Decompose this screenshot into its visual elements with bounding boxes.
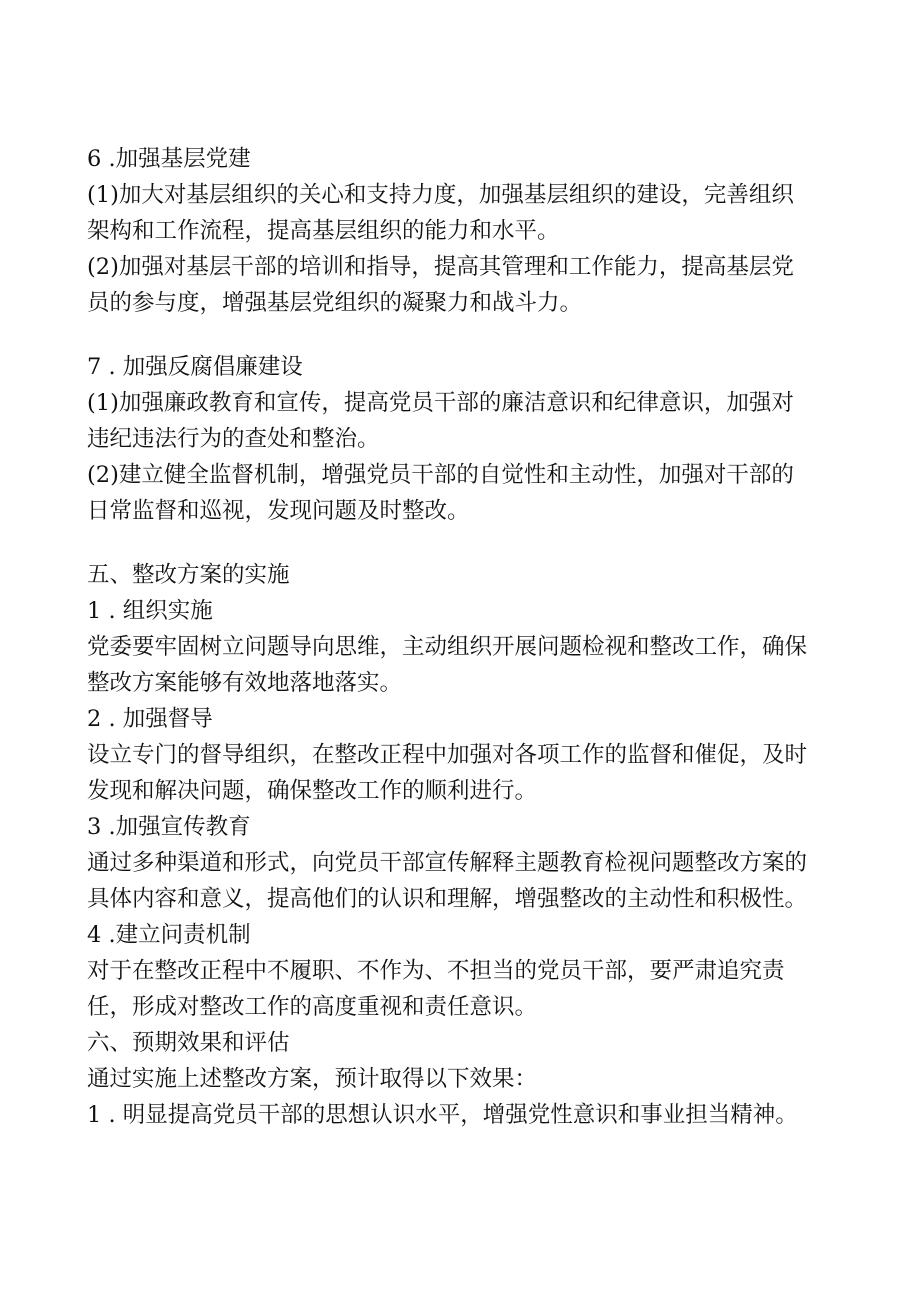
section-6-paragraph-1-line-2: 架构和工作流程，提高基层组织的能力和水平。 xyxy=(87,218,560,244)
part-5-item-1-line-2: 整改方案能够有效地落地落实。 xyxy=(87,670,403,696)
part-5-heading: 五、整改方案的实施 xyxy=(87,562,290,588)
section-7-heading: 7 . 加强反腐倡廉建设 xyxy=(87,354,303,380)
part-5-item-4-title: 4 .建立问责机制 xyxy=(87,922,251,948)
part-6-item-1: 1 . 明显提高党员干部的思想认识水平，增强党性意识和事业担当精神。 xyxy=(87,1102,798,1128)
part-5-item-2-line-1: 设立专门的督导组织，在整改正程中加强对各项工作的监督和催促，及时 xyxy=(87,742,808,768)
section-6-paragraph-1-line-1: (1)加大对基层组织的关心和支持力度，加强基层组织的建设，完善组织 xyxy=(87,182,794,208)
part-5-item-4-line-1: 对于在整改正程中不履职、不作为、不担当的党员干部，要严肃追究责 xyxy=(87,958,785,984)
part-5-item-3-line-1: 通过多种渠道和形式，向党员干部宣传解释主题教育检视问题整改方案的 xyxy=(87,850,808,876)
section-6-paragraph-2-line-2: 员的参与度，增强基层党组织的凝聚力和战斗力。 xyxy=(87,290,583,316)
part-5-item-3-line-2: 具体内容和意义，提高他们的认识和理解，增强整改的主动性和积极性。 xyxy=(87,886,808,912)
section-7-paragraph-2-line-2: 日常监督和巡视，发现问题及时整改。 xyxy=(87,498,470,524)
spacer xyxy=(87,529,832,557)
part-5-item-1-line-1: 党委要牢固树立问题导向思维，主动组织开展问题检视和整改工作，确保 xyxy=(87,634,808,660)
part-6-intro: 通过实施上述整改方案，预计取得以下效果： xyxy=(87,1066,538,1092)
section-6-heading: 6 .加强基层党建 xyxy=(87,146,251,172)
part-5-item-1-title: 1 . 组织实施 xyxy=(87,598,213,624)
section-7-paragraph-1-line-1: (1)加强廉政教育和宣传，提高党员干部的廉洁意识和纪律意识，加强对 xyxy=(87,390,794,416)
part-6-heading: 六、预期效果和评估 xyxy=(87,1030,290,1056)
section-6-paragraph-2-line-1: (2)加强对基层干部的培训和指导，提高其管理和工作能力，提高基层党 xyxy=(87,254,794,280)
part-5-item-2-title: 2 . 加强督导 xyxy=(87,706,213,732)
part-5-item-3-title: 3 .加强宣传教育 xyxy=(87,814,251,840)
section-7-paragraph-1-line-2: 违纪违法行为的查处和整治。 xyxy=(87,426,380,452)
part-5-item-2-line-2: 发现和解决问题，确保整改工作的顺利进行。 xyxy=(87,778,538,804)
part-5-item-4-line-2: 任，形成对整改工作的高度重视和责任意识。 xyxy=(87,994,538,1020)
section-7-paragraph-2-line-1: (2)建立健全监督机制，增强党员干部的自觉性和主动性，加强对干部的 xyxy=(87,462,794,488)
spacer xyxy=(87,321,832,349)
document-body xyxy=(87,141,832,1133)
